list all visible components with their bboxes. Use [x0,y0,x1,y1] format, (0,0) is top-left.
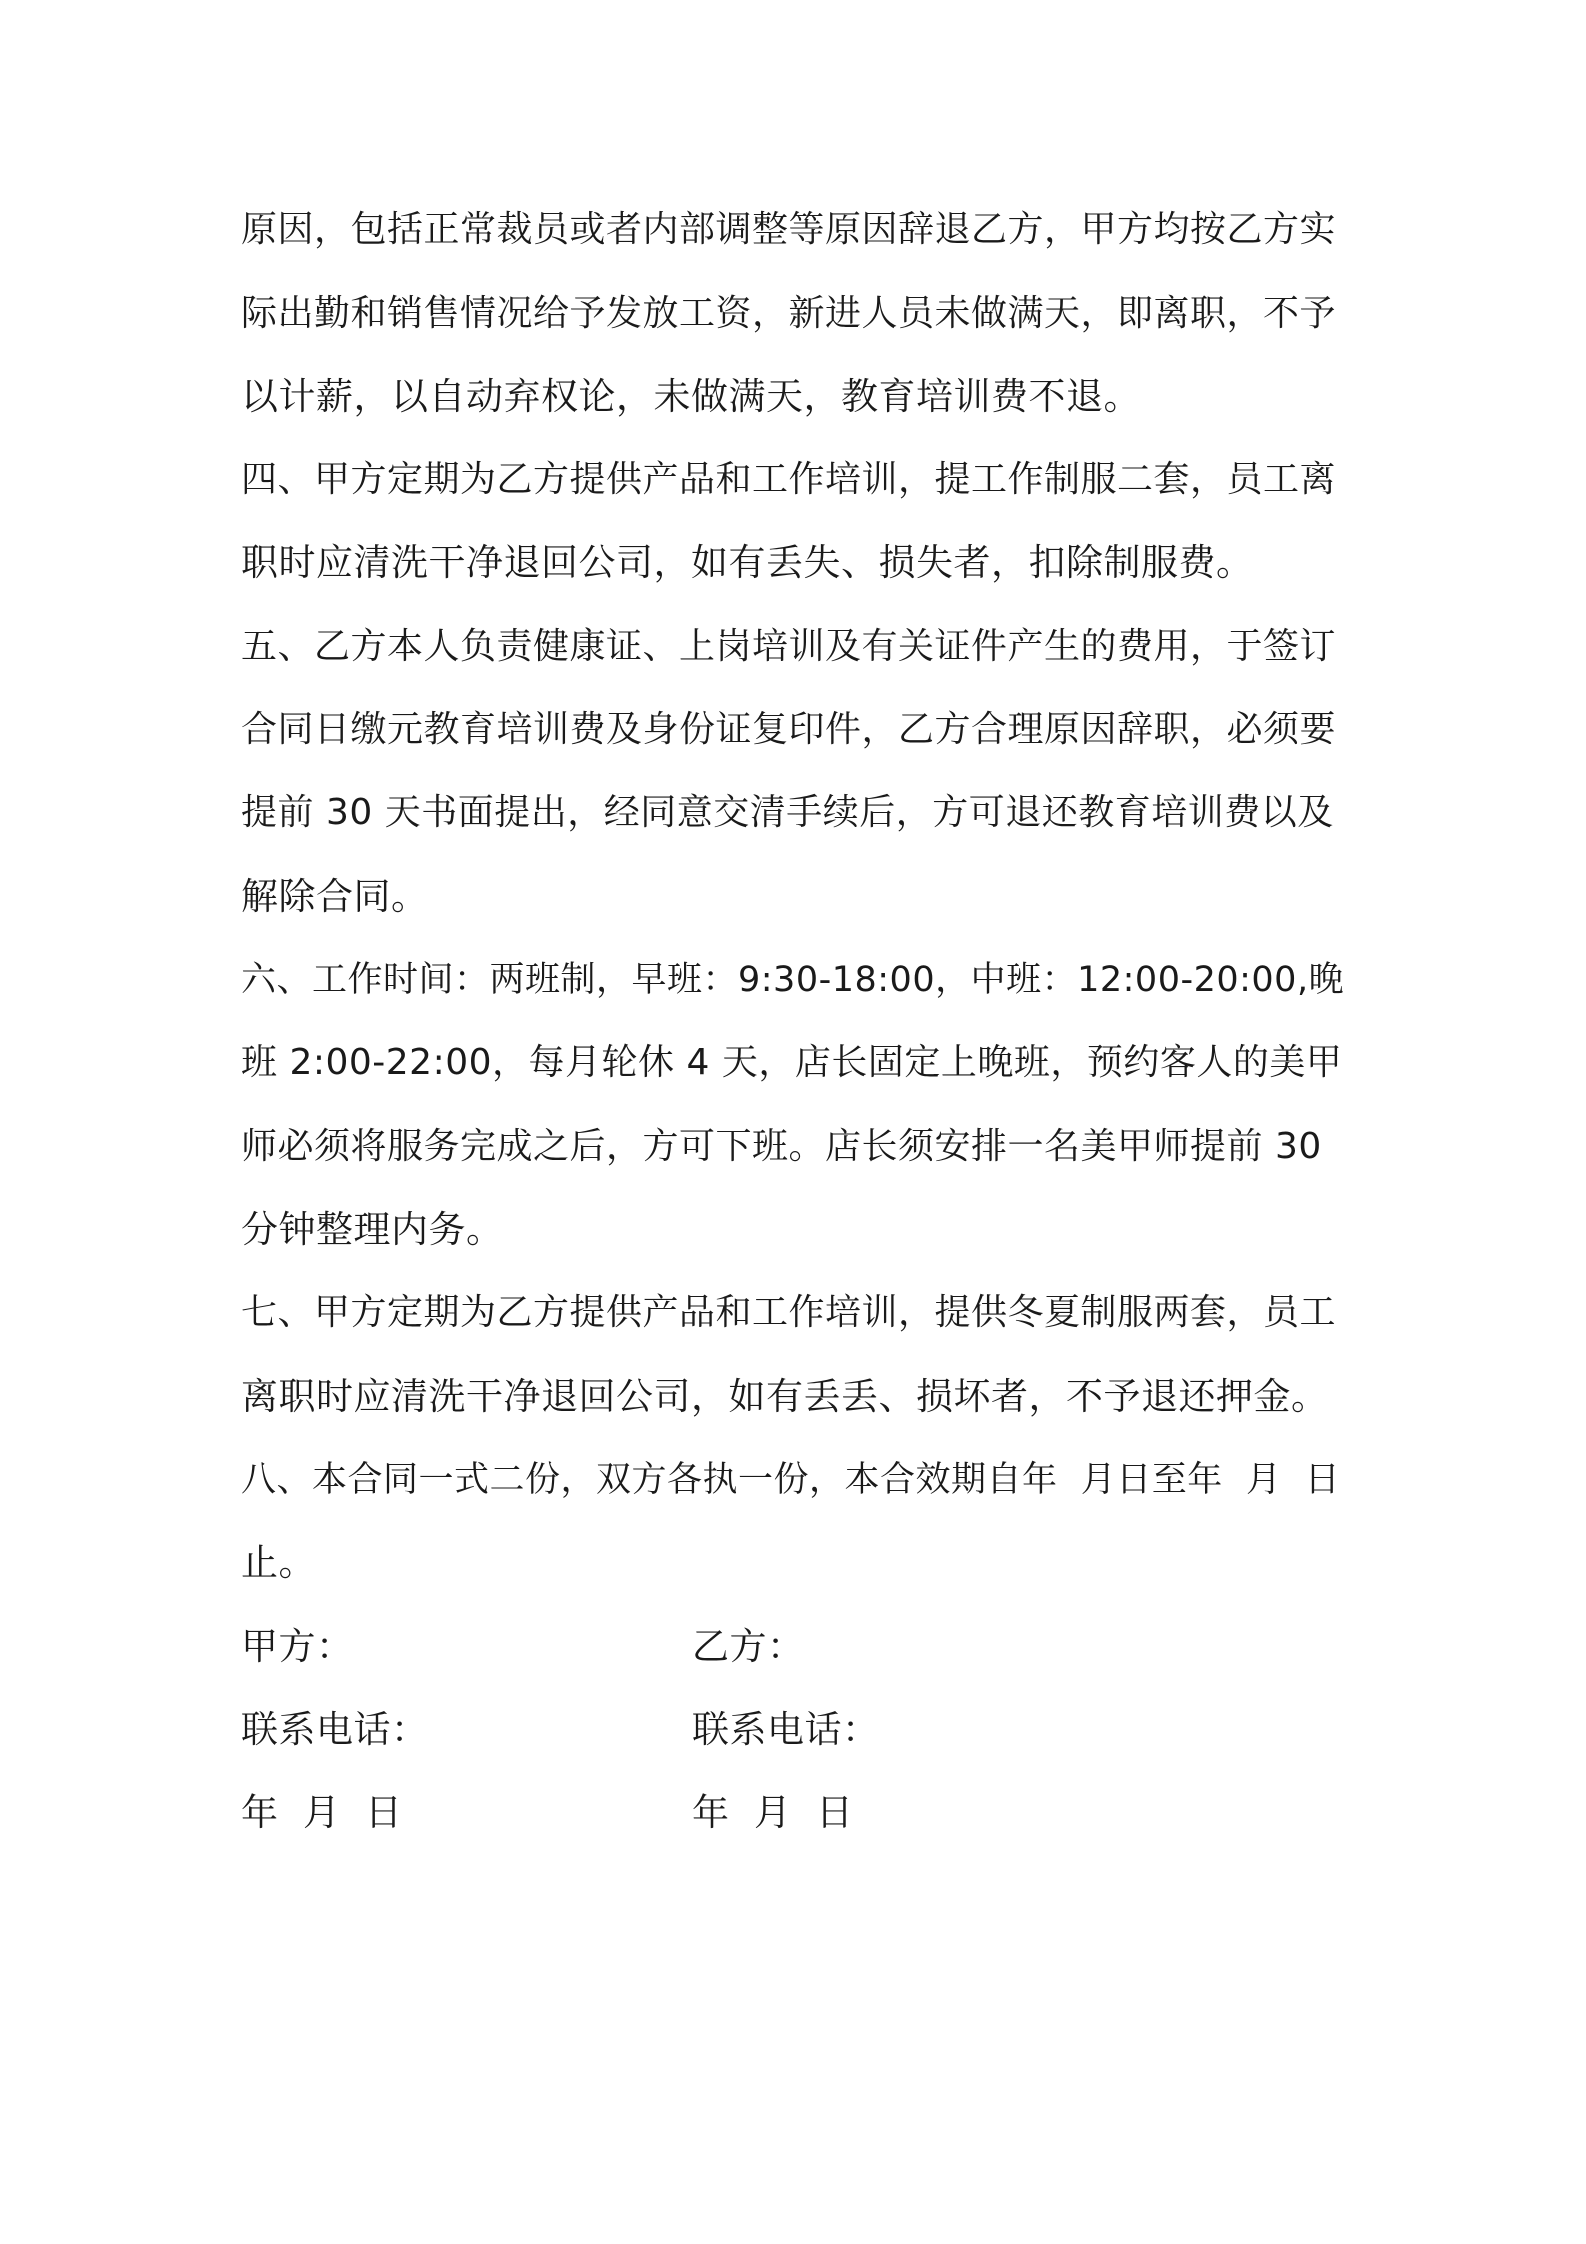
party-b-phone-label: 联系电话： [692,1708,880,1751]
body-line: 分钟整理内务。 [241,1208,504,1251]
party-a-label: 甲方： [241,1625,354,1668]
party-b-label: 乙方： [692,1625,805,1668]
body-line: 职时应清洗干净退回公司，如有丢失、损失者，扣除制服费。 [241,541,1254,584]
party-a-phone-label: 联系电话： [241,1708,429,1751]
body-line: 师必须将服务完成之后，方可下班。店长须安排一名美甲师提前 30 [241,1126,1322,1167]
party-a-date: 年 月 日 [241,1791,403,1834]
body-line: 班 2:00-22:00，每月轮休 4 天，店长固定上晚班，预约客人的美甲 [241,1042,1343,1083]
body-line: 以计薪，以自动弃权论，未做满天，教育培训费不退。 [241,375,1141,418]
body-line: 止。 [241,1541,316,1584]
body-line: 离职时应清洗干净退回公司，如有丢丢、损坏者，不予退还押金。 [241,1375,1329,1418]
body-line: 际出勤和销售情况给予发放工资，新进人员未做满天，即离职，不予 [241,293,1337,334]
body-line: 合同日缴元教育培训费及身份证复印件，乙方合理原因辞职，必须要 [241,709,1337,750]
body-line: 七、甲方定期为乙方提供产品和工作培训，提供冬夏制服两套，员工 [241,1292,1337,1333]
body-line: 四、甲方定期为乙方提供产品和工作培训，提工作制服二套，员工离 [241,459,1337,500]
body-line: 六、工作时间：两班制，早班：9:30-18:00，中班：12:00-20:00,晚 [241,960,1345,1000]
body-line: 五、乙方本人负责健康证、上岗培训及有关证件产生的费用，于签订 [241,626,1337,667]
body-line: 解除合同。 [241,875,429,918]
body-line: 八、本合同一式二份，双方各执一份，本合效期自年 月日至年 月 日 [241,1460,1341,1500]
body-line: 提前 30 天书面提出，经同意交清手续后，方可退还教育培训费以及 [241,792,1334,833]
party-b-date: 年 月 日 [692,1791,854,1834]
body-line: 原因，包括正常裁员或者内部调整等原因辞退乙方，甲方均按乙方实 [241,209,1337,250]
